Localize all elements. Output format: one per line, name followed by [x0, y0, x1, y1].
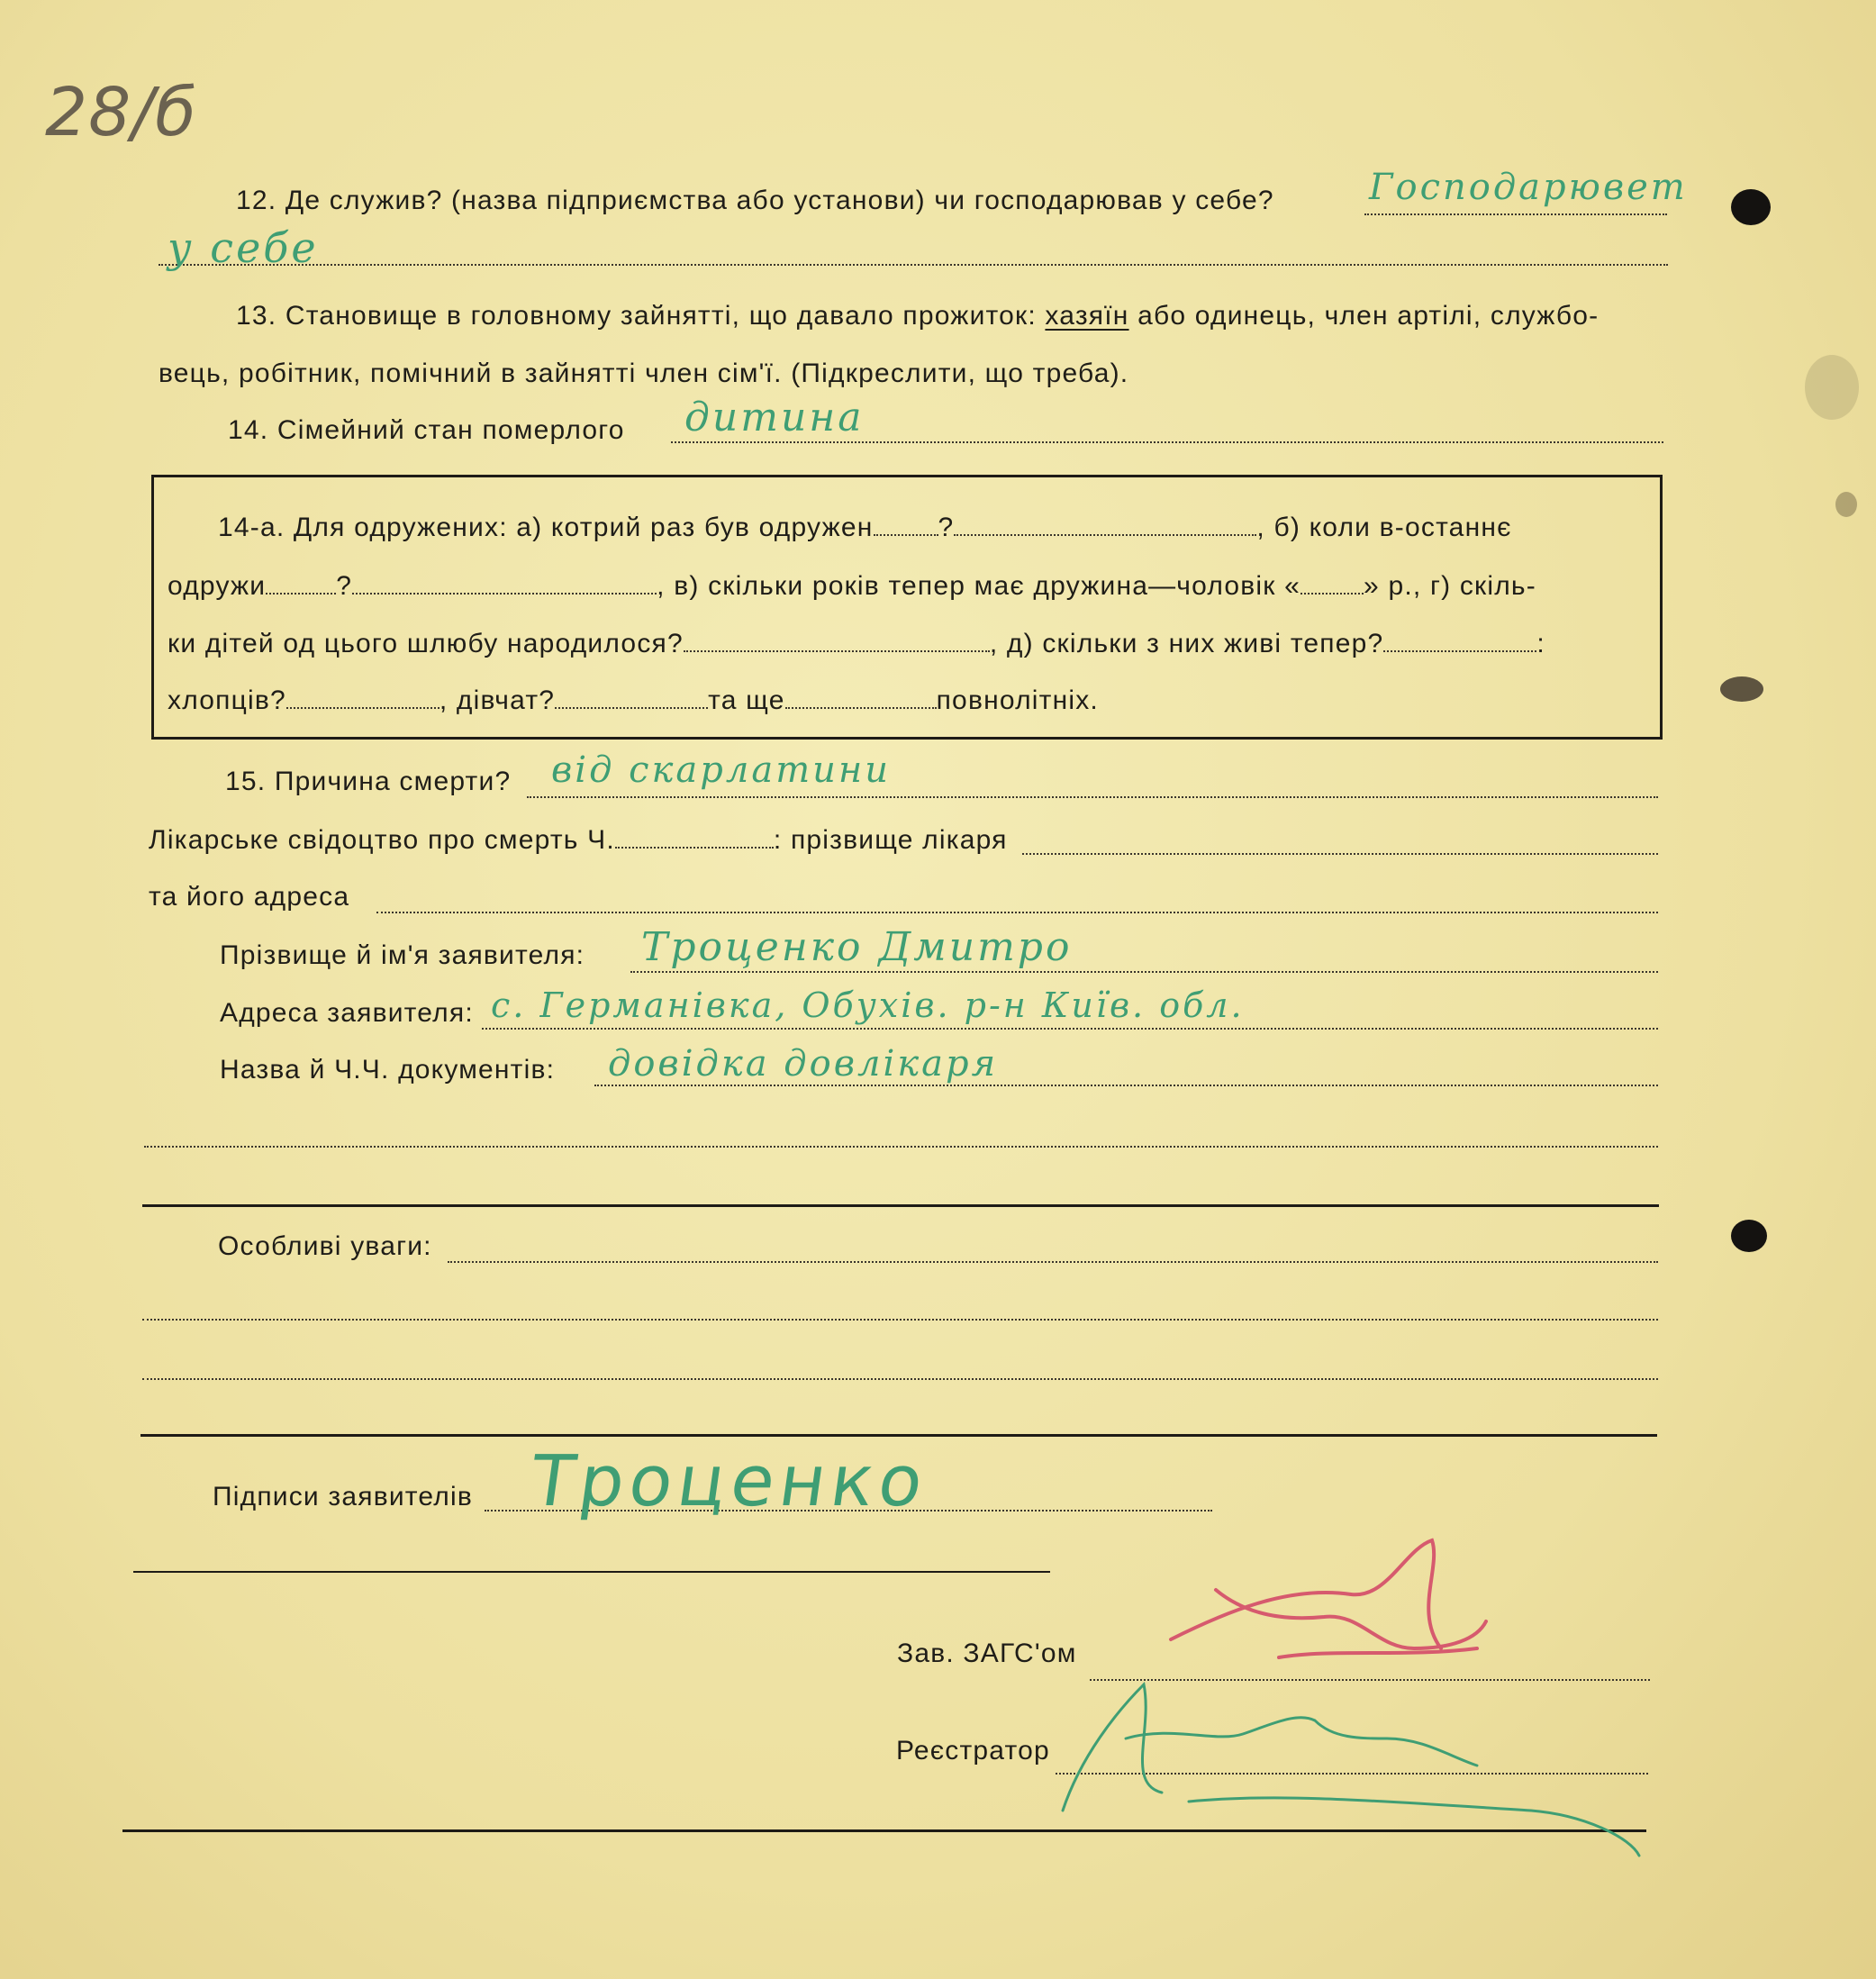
- q14-answer: дитина: [684, 395, 865, 440]
- doctor-certificate-label: Лікарське свідоцтво про смерть Ч.: [149, 825, 615, 855]
- q13-line-1-start: 13. Становище в головному зайнятті, що давало прожиток:: [236, 301, 1046, 331]
- q14a-line-4-a: хлопців?: [168, 685, 286, 715]
- corner-note: 28/б: [45, 74, 197, 151]
- registrar-label: Реєстратор: [896, 1736, 1050, 1766]
- documents-label: Назва й Ч.Ч. документів:: [220, 1055, 556, 1085]
- applicant-name-label: Прізвище й ім'я заявителя:: [220, 940, 585, 970]
- doctor-address-label: та його адреса: [149, 882, 350, 912]
- q14a-line-2-q: ?: [336, 571, 353, 601]
- documents-answer: довідка довлікаря: [608, 1043, 999, 1085]
- applicant-signature: Троценко: [525, 1441, 934, 1522]
- q14a-line-3-a: ки дітей од цього шлюбу народилося?: [168, 629, 684, 658]
- q14a-line-2-a: одружи: [168, 571, 267, 601]
- q12-label: 12. Де служив? (назва підприємства або установи) чи господарював у себе?: [236, 186, 1274, 215]
- q13-line-1-end: або одинець, член артілі, службо-: [1128, 301, 1600, 331]
- q15-answer: від скарлатини: [551, 749, 891, 791]
- applicant-address-answer: с. Германівка, Обухів. р-н Київ. обл.: [491, 985, 1245, 1025]
- applicant-signature-label: Підписи заявителів: [213, 1482, 474, 1511]
- q14a-line-1-a: 14-а. Для одружених: а) котрий раз був одружен: [218, 513, 874, 542]
- q14a-line-4-b: , дівчат?: [439, 685, 556, 715]
- q14a-line-1-b: , б) коли в-останнє: [1256, 513, 1512, 542]
- q14a-line-2-b: , в) скільки років тепер має дружина—чоловік «: [657, 571, 1301, 601]
- q14-label: 14. Сімейний стан померлого: [228, 415, 625, 445]
- q14a-line-3-b: , д) скільки з них живі тепер?: [989, 629, 1384, 658]
- zags-head-signature: [1171, 1540, 1486, 1657]
- q12-answer-a: Господарювет: [1369, 167, 1688, 208]
- registrar-signature: [1063, 1684, 1639, 1856]
- remarks-label: Особливі уваги:: [218, 1231, 432, 1261]
- doctor-name-label: : прізвище лікаря: [773, 825, 1008, 855]
- applicant-name-answer: Троценко Дмитро: [641, 924, 1073, 970]
- q14a-line-3-c: :: [1536, 629, 1545, 658]
- q15-label: 15. Причина смерти?: [225, 767, 512, 796]
- q14a-line-2-c: » р., г) скіль-: [1364, 571, 1536, 601]
- q14a-line-4-c: та ще: [708, 685, 785, 715]
- q14a-line-4-d: повнолітніх.: [936, 685, 1099, 715]
- q13-underlined-option: хазяїн: [1045, 301, 1129, 331]
- zags-head-label: Зав. ЗАГС'ом: [897, 1639, 1077, 1668]
- binding-holes: [1720, 189, 1859, 1252]
- q12-answer-b: у себе: [168, 223, 319, 272]
- applicant-address-label: Адреса заявителя:: [220, 998, 474, 1028]
- q14a-line-1-q: ?: [938, 513, 955, 542]
- q13-line-2: вець, робітник, помічний в зайнятті член сім'ї. (Підкреслити, що треба).: [159, 359, 1129, 388]
